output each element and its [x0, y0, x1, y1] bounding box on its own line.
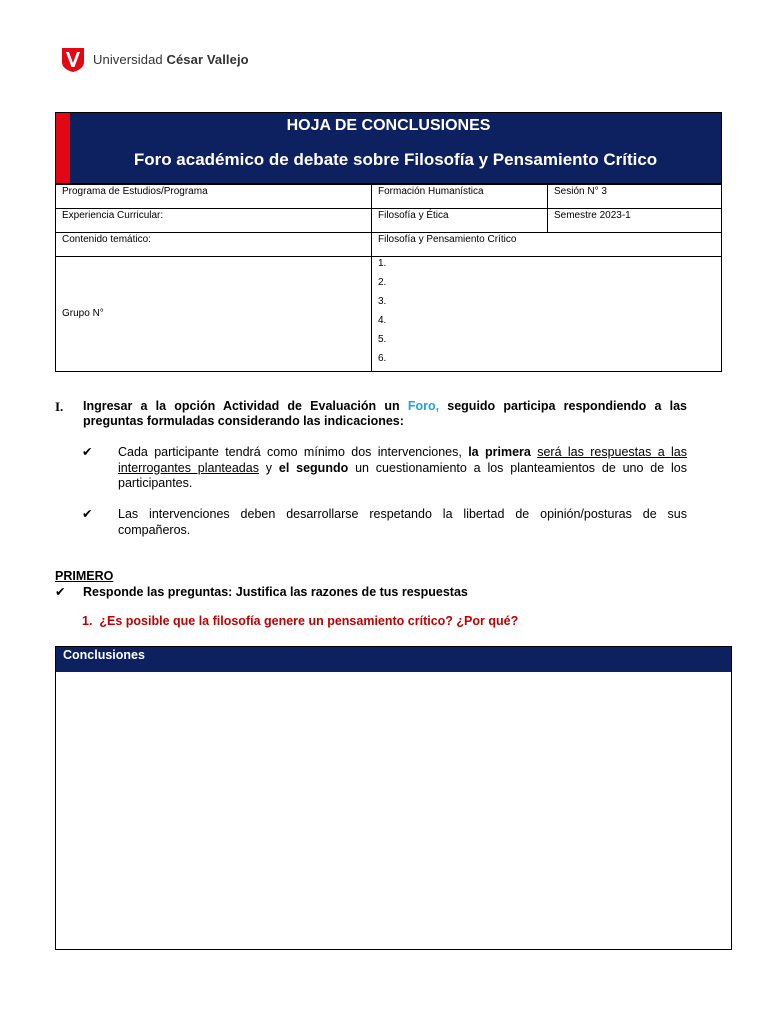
question-1: 1. ¿Es posible que la filosofía genere un pensamiento crítico? ¿Por qué?	[82, 614, 519, 628]
semestre-value: Semestre 2023-1	[548, 209, 722, 233]
group-member-slot[interactable]: 3.	[378, 296, 387, 307]
conclusiones-answer-area[interactable]	[56, 672, 731, 949]
contenido-value: Filosofía y Pensamiento Crítico	[372, 233, 722, 257]
document-title: HOJA DE CONCLUSIONES	[286, 117, 491, 134]
group-member-slot[interactable]: 2.	[378, 277, 387, 288]
university-logo	[61, 45, 249, 73]
foro-highlight: Foro,	[407, 399, 440, 413]
conclusiones-header: Conclusiones	[56, 647, 731, 672]
programa-value: Formación Humanística	[372, 185, 548, 209]
primero-heading: PRIMERO	[55, 569, 114, 583]
conclusiones-box	[55, 646, 732, 950]
group-member-slot[interactable]: 4.	[378, 315, 387, 326]
instruction-bullet	[82, 445, 687, 492]
instruction-bullet	[82, 507, 687, 538]
section-number: I.	[55, 399, 64, 414]
bullet-text: Las intervenciones deben desarrollarse respetando la libertad de opinión/posturas de sus compañeros.	[118, 507, 687, 537]
group-member-slot[interactable]: 1.	[378, 258, 387, 269]
table-row	[56, 185, 722, 209]
group-member-list	[372, 257, 722, 372]
info-table	[55, 184, 722, 372]
group-member-slot[interactable]: 6.	[378, 353, 387, 364]
group-member-slot[interactable]: 5.	[378, 334, 387, 345]
experiencia-value: Filosofía y Ética	[372, 209, 548, 233]
bullet-text: Cada participante tendrá como mínimo dos intervenciones, la primera será las respuestas a las interrogantes planteadas y el segundo un cuestionamiento a los planteamientos de uno de los participantes.	[118, 445, 687, 490]
ucv-shield-icon	[61, 46, 85, 73]
document-header	[55, 112, 722, 184]
programa-label: Programa de Estudios/Programa	[56, 185, 372, 209]
section-one-text: Ingresar a la opción Actividad de Evaluación un Foro, seguido participa respondiendo a las preguntas formuladas considerando las indicaciones:	[83, 399, 688, 428]
responde-instruction: ✔ Responde las preguntas: Justifica las razones de tus respuestas	[55, 585, 468, 599]
sesion-value: Sesión N° 3	[548, 185, 722, 209]
table-row	[56, 257, 722, 372]
check-mark-icon: ✔	[82, 507, 93, 521]
university-name: Universidad César Vallejo	[93, 51, 249, 67]
experiencia-label: Experiencia Curricular:	[56, 209, 372, 233]
check-mark-icon: ✔	[55, 585, 66, 599]
table-row	[56, 209, 722, 233]
contenido-label: Contenido temático:	[56, 233, 372, 257]
section-one	[55, 399, 687, 429]
document-subtitle: Foro académico de debate sobre Filosofía y Pensamiento Crítico	[133, 150, 658, 169]
table-row	[56, 233, 722, 257]
grupo-label: Grupo N°	[56, 257, 372, 372]
check-mark-icon: ✔	[82, 445, 93, 459]
